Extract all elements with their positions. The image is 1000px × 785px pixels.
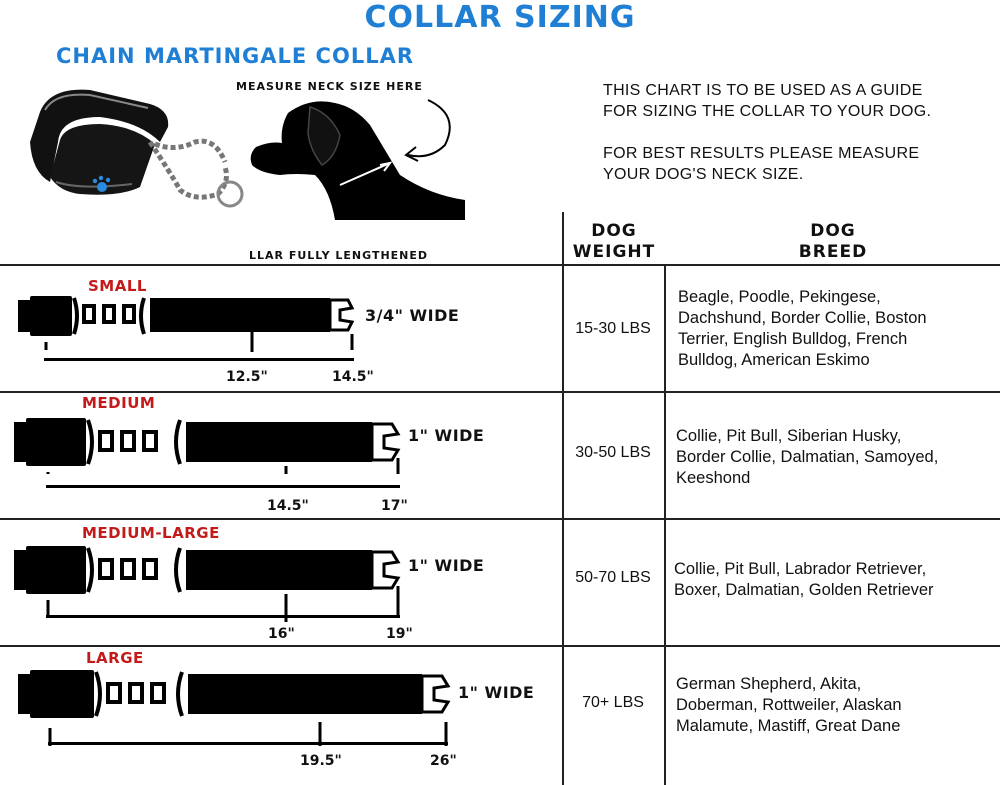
breed-column-header: DOG BREED [798,221,868,262]
measure-line [48,742,448,745]
curved-arrow-icon [390,95,470,170]
row-divider [0,264,1000,266]
collar-lengthened-label: LLAR FULLY LENGTHENED [249,249,429,262]
weight-column-header: DOG WEIGHT [572,221,656,262]
measure-neck-label: MEASURE NECK SIZE HERE [236,80,423,93]
min-size-medium: 14.5" [267,498,309,514]
guide-line-3: FOR BEST RESULTS PLEASE MEASURE [603,145,920,162]
collar-diagram-large [0,666,470,746]
measure-line [46,485,400,488]
collar-diagram-medium [0,414,420,474]
width-label-small: 3/4" WIDE [365,306,460,325]
max-size-medium-large: 19" [386,626,413,642]
breeds-medium-large: Collie, Pit Bull, Labrador Retriever, Boxer, Dalmatian, Golden Retriever [674,560,934,599]
measure-line [46,615,400,618]
max-size-medium: 17" [381,498,408,514]
width-label-large: 1" WIDE [458,683,535,702]
width-label-medium-large: 1" WIDE [408,556,485,575]
measure-line [44,358,354,361]
row-divider [0,518,1000,520]
martingale-collar-photo [20,82,250,222]
row-divider [0,645,1000,647]
breeds-medium: Collie, Pit Bull, Siberian Husky, Border Collie, Dalmatian, Samoyed, Keeshond [676,427,939,487]
size-label-large: LARGE [86,649,144,667]
weight-large: 70+ LBS [582,694,644,711]
row-divider [0,391,1000,393]
collar-type-subtitle: CHAIN MARTINGALE COLLAR [56,44,415,68]
size-label-small: SMALL [88,277,147,295]
size-label-medium-large: MEDIUM-LARGE [82,524,220,542]
guide-line-2: FOR SIZING THE COLLAR TO YOUR DOG. [603,103,932,120]
collar-diagram-small [0,292,420,352]
guide-line-1: THIS CHART IS TO BE USED AS A GUIDE [603,82,923,99]
guide-line-4: YOUR DOG'S NECK SIZE. [603,166,804,183]
size-label-medium: MEDIUM [82,394,156,412]
breeds-large: German Shepherd, Akita, Doberman, Rottweiler, Alaskan Malamute, Mastiff, Great Dane [676,675,902,735]
min-size-medium-large: 16" [268,626,295,642]
min-size-large: 19.5" [300,753,342,769]
weight-medium-large: 50-70 LBS [575,569,651,586]
width-label-medium: 1" WIDE [408,426,485,445]
max-size-large: 26" [430,753,457,769]
collar-diagram-medium-large [0,542,420,622]
max-size-small: 14.5" [332,369,374,385]
breeds-small: Beagle, Poodle, Pekingese, Dachshund, Border Collie, Boston Terrier, English Bulldog, French Bulldog, American Eskimo [678,288,927,369]
weight-medium: 30-50 LBS [575,444,651,461]
column-divider [664,264,666,785]
min-size-small: 12.5" [226,369,268,385]
page-title: COLLAR SIZING [364,0,636,35]
weight-small: 15-30 LBS [575,320,651,337]
